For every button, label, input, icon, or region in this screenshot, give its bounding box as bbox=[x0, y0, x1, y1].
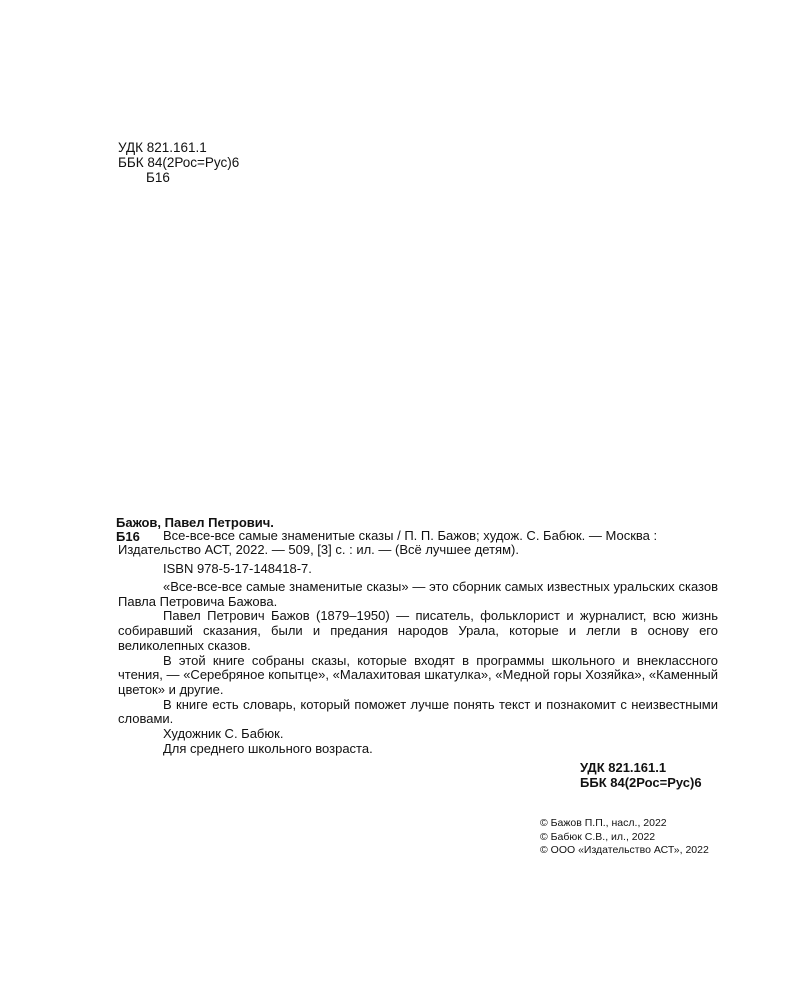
annotation-paragraph: Павел Петрович Бажов (1879–1950) — писатель, фольклорист и журналист, всю жизнь собиравший сказания, были и предания народов Урала, которые и легли в основу его великолепных сказов. bbox=[118, 608, 718, 653]
title-line-1: Все-все-все самые знаменитые сказы / П. П. Бажов; худож. С. Бабюк. — Москва : bbox=[163, 528, 658, 543]
author-mark: Б16 bbox=[146, 170, 170, 185]
author-mark-side: Б16 bbox=[116, 529, 140, 544]
annotation bbox=[118, 579, 718, 756]
title-line-2: Издательство АСТ, 2022. — 509, [3] с. : ил. — (Всё лучшее детям). bbox=[118, 542, 519, 557]
bbk-code: ББК 84(2Рос=Рус)6 bbox=[580, 775, 702, 790]
copyright-line: © Бажов П.П., насл., 2022 bbox=[540, 817, 667, 829]
copyright-block bbox=[540, 817, 709, 858]
annotation-paragraph: «Все-все-все самые знаменитые сказы» — это сборник самых известных уральских сказов Павла Петровича Бажова. bbox=[118, 579, 718, 609]
bbk-code: ББК 84(2Рос=Рус)6 bbox=[118, 155, 240, 170]
udk-code: УДК 821.161.1 bbox=[580, 760, 667, 775]
author-heading: Бажов, Павел Петрович. bbox=[116, 515, 274, 530]
copyright-line: © ООО «Издательство АСТ», 2022 bbox=[540, 844, 709, 856]
annotation-paragraph: В этой книге собраны сказы, которые входят в программы школьного и внеклассного чтения, — «Серебряное копытце», «Малахитовая шкатулка», «Медной горы Хозяйка», «Каменный цветок» и другие. bbox=[118, 652, 718, 697]
copyright-line: © Бабюк С.В., ил., 2022 bbox=[540, 830, 656, 843]
classification-codes-bottom bbox=[580, 760, 702, 790]
isbn: ISBN 978-5-17-148418-7. bbox=[163, 561, 312, 576]
annotation-paragraph: В книге есть словарь, который поможет лучше понять текст и познакомит с неизвестными словами. bbox=[118, 696, 718, 727]
bibliographic-description-cont bbox=[118, 543, 718, 558]
age-note: Для среднего школьного возраста. bbox=[163, 740, 373, 756]
udk-code: УДК 821.161.1 bbox=[118, 140, 207, 155]
classification-codes-top bbox=[118, 140, 239, 185]
illustrator-note: Художник С. Бабюк. bbox=[163, 726, 284, 742]
